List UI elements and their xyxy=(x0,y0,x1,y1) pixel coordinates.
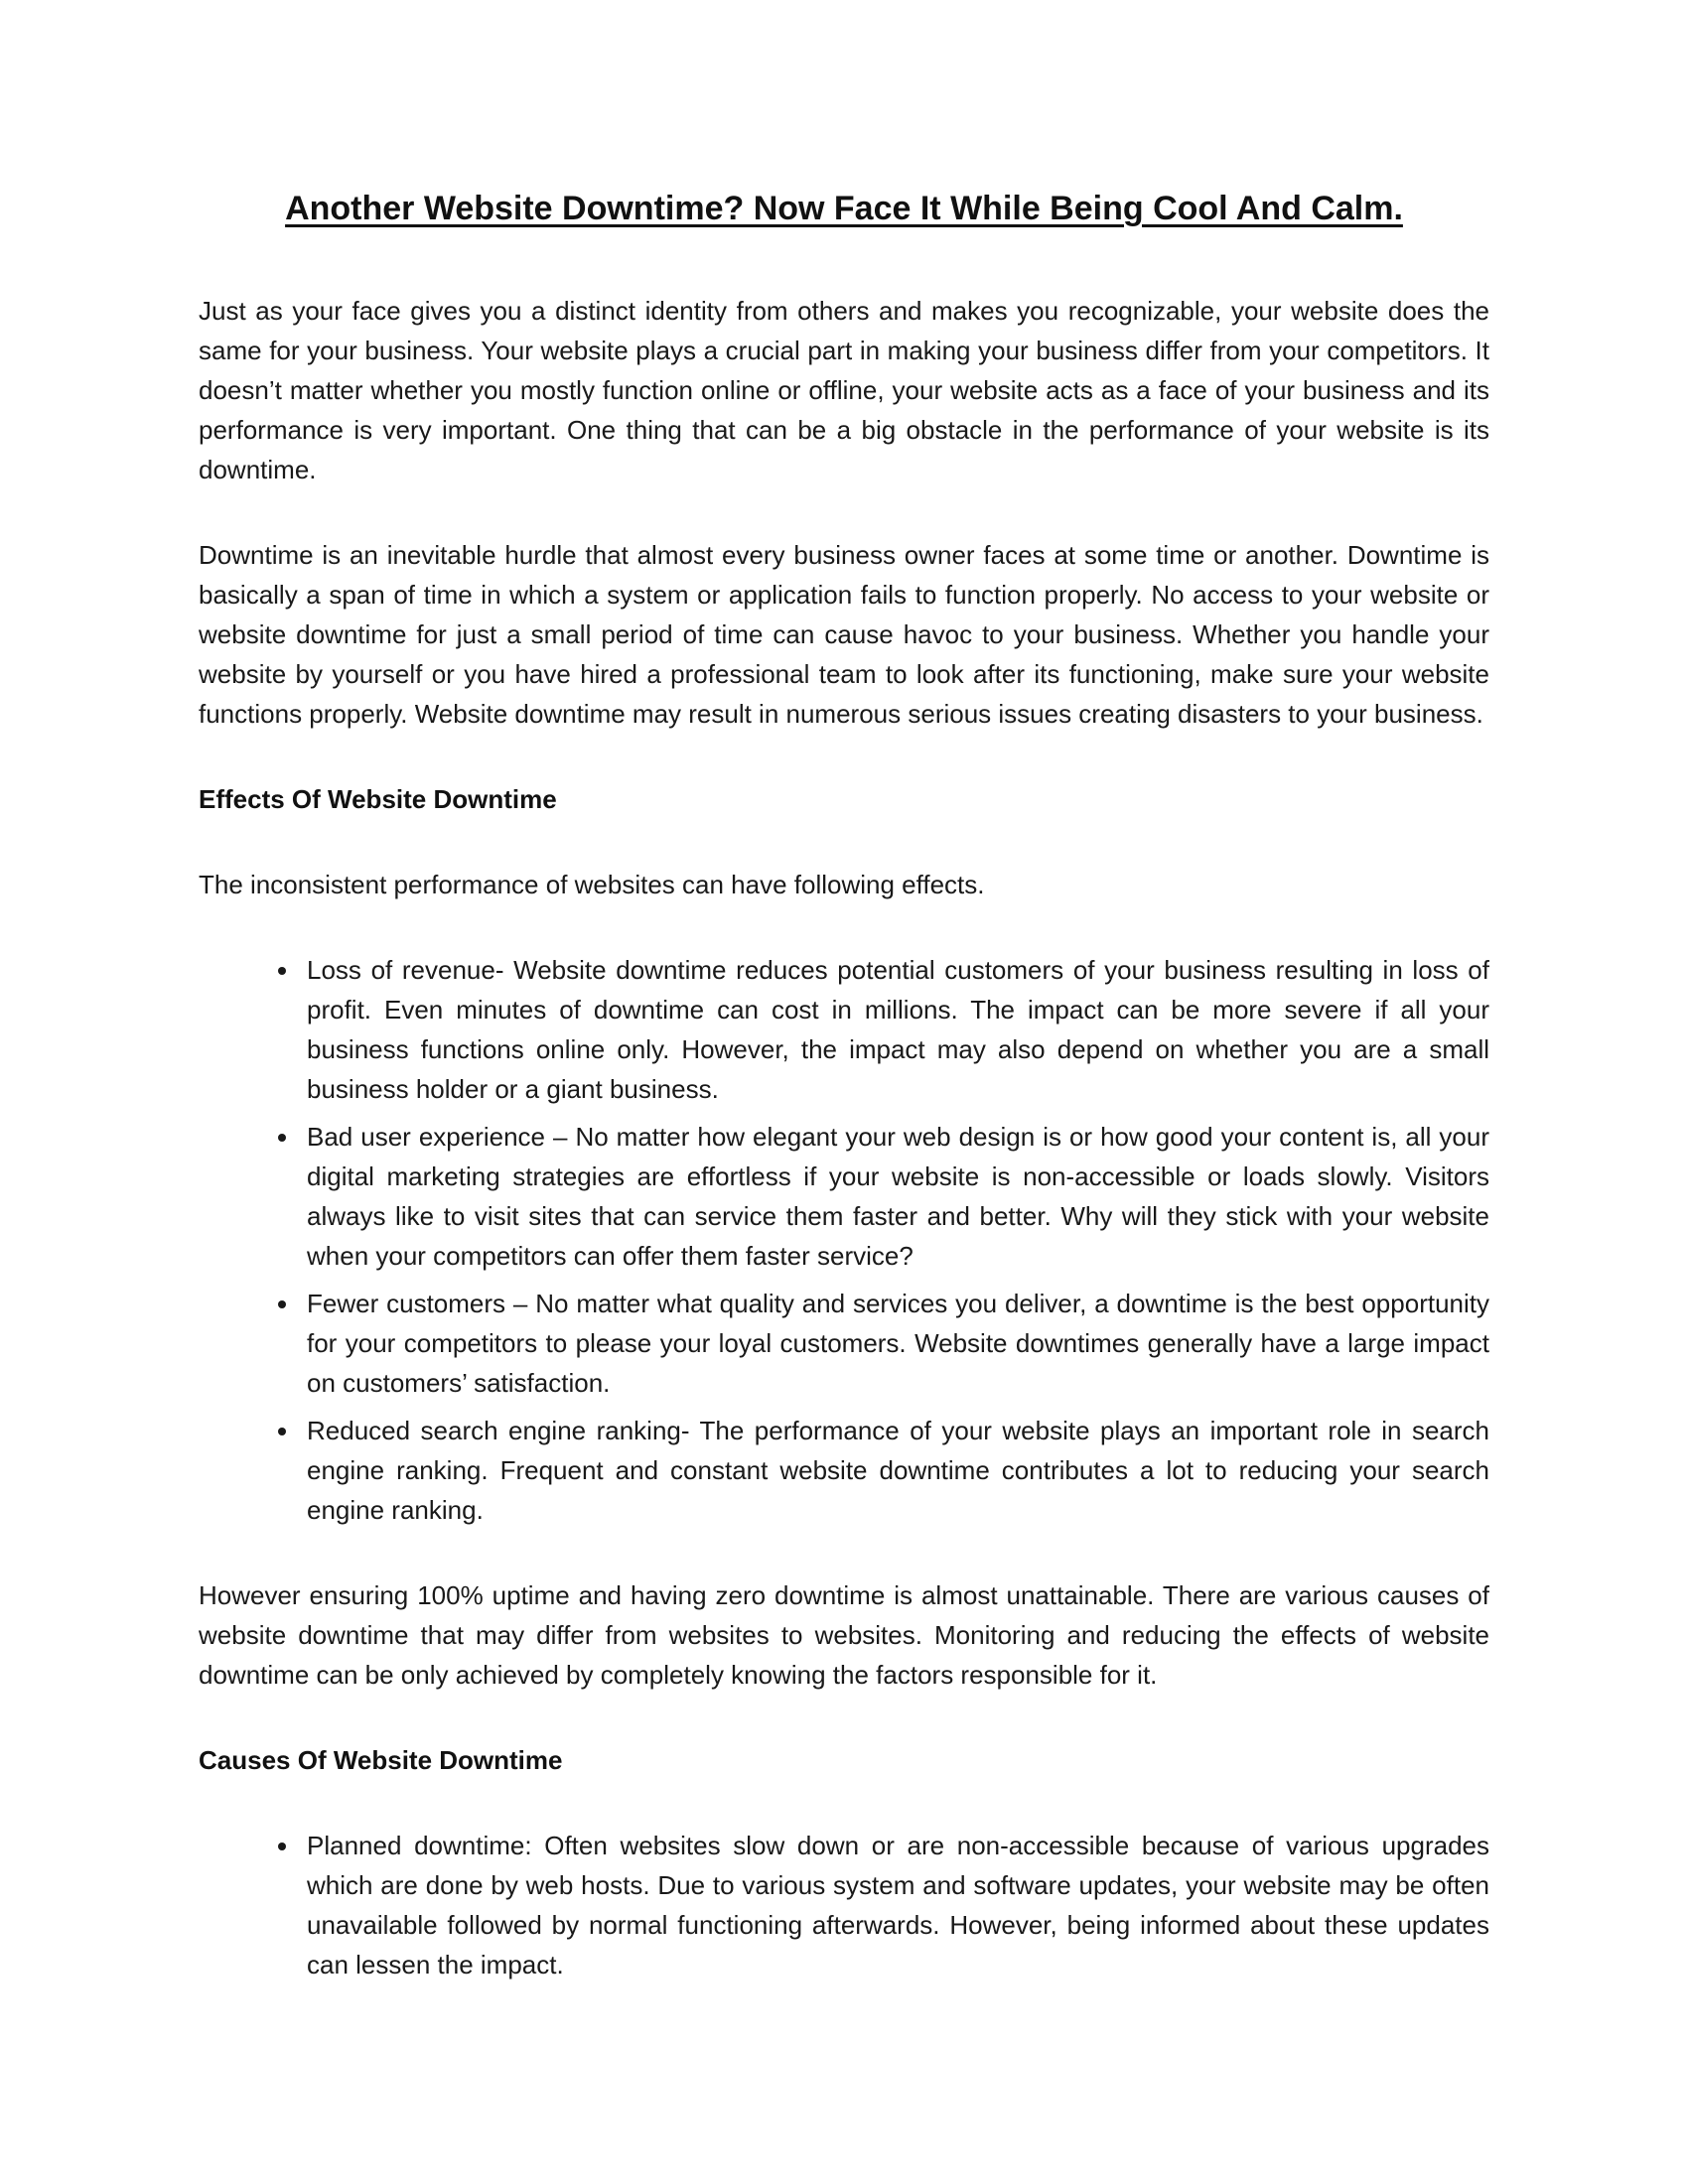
intro-paragraph-1: Just as your face gives you a distinct identity from others and makes you recognizable, your website does the same for your business. Your website plays a crucial part in making your business differ from your competitors. It doesn’t matter whether you mostly function online or offline, your website acts as a face of your business and its performance is very important. One thing that can be a big obstacle in the performance of your website is its downtime. xyxy=(199,295,1489,484)
effects-bullet-list xyxy=(199,950,1489,1530)
intro-paragraph-2: Downtime is an inevitable hurdle that almost every business owner faces at some time or another. Downtime is basically a span of time in which a system or application fails to function properly. No access to your website or website downtime for just a small period of time can cause havoc to your business. Whether you handle your website by yourself or you have hired a professional team to look after its functioning, make sure your website functions properly. Website downtime may result in numerous serious issues creating disasters to your business. xyxy=(199,539,1489,729)
effects-section-heading: Effects Of Website Downtime xyxy=(199,783,557,814)
effects-bullet-bad-user-experience: • Bad user experience – No matter how elegant your web design is or how good your content is, all your digital marketing strategies are effortless if your website is non-accessible or loads slowly. Visitors always like to visit sites that can service them faster and better. Why will they stick with your website when your competitors can offer them faster service? xyxy=(301,1117,1489,1276)
causes-section-heading: Causes Of Website Downtime xyxy=(199,1744,563,1775)
effects-bullet-fewer-customers: • Fewer customers – No matter what quality and services you deliver, a downtime is the best opportunity for your competitors to please your loyal customers. Website downtimes generally have a large impact on customers’ satisfaction. xyxy=(301,1284,1489,1403)
uptime-paragraph: However ensuring 100% uptime and having zero downtime is almost unattainable. There are various causes of website downtime that may differ from websites to websites. Monitoring and reducing the effects of website downtime can be only achieved by completely knowing the factors responsible for it. xyxy=(199,1579,1489,1690)
effects-bullet-loss-of-revenue: • Loss of revenue- Website downtime reduces potential customers of your business resulting in loss of profit. Even minutes of downtime can cost in millions. The impact can be more severe if all your business functions online only. However, the impact may also depend on whether you are a small business holder or a giant business. xyxy=(301,950,1489,1109)
effects-lead-sentence: The inconsistent performance of websites can have following effects. xyxy=(199,869,985,899)
effects-bullet-reduced-search-ranking: • Reduced search engine ranking- The performance of your website plays an important role in search engine ranking. Frequent and constant website downtime contributes a lot to reducing your search engine ranking. xyxy=(301,1411,1489,1530)
causes-bullet-list xyxy=(199,1826,1489,1984)
document-title: Another Website Downtime? Now Face It While Being Cool And Calm. xyxy=(285,190,1403,227)
causes-bullet-planned-downtime: • Planned downtime: Often websites slow down or are non-accessible because of various upgrades which are done by web hosts. Due to various system and software updates, your website may be often unavailable followed by normal functioning afterwards. However, being informed about these updates can lessen the impact. xyxy=(301,1826,1489,1984)
